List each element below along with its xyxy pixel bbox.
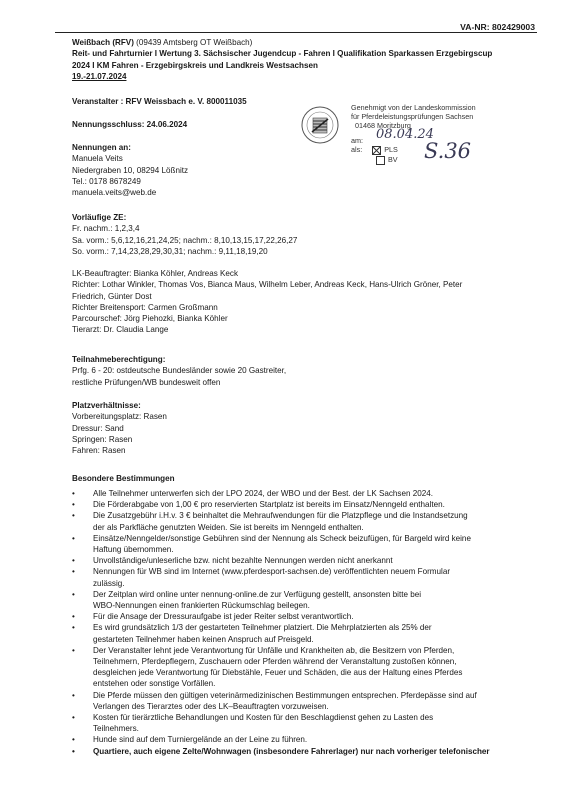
bullet-item [72,622,542,644]
personal-line: Richter Breitensport: Carmen Großmann [72,302,218,312]
bullet-dot-icon: • [72,556,75,566]
personal-line: Friedrich, Günter Dost [72,291,152,301]
zeitplan-line: Fr. nachm.: 1,2,3,4 [72,224,140,234]
bullet-line: Für die Ansage der Dressuraufgabe ist jeder Reiter selbst verantwortlich. [93,612,354,622]
platz-title: Platzverhältnisse: [72,401,141,410]
stamp-line: 01468 Moritzburg [355,121,411,131]
personal-line: Parcourschef: Jörg Piehozki, Bianka Köhler [72,314,228,324]
personal-line: Richter: Lothar Winkler, Thomas Vos, Bianca Maus, Wilhelm Leber, Andreas Keck, Hans-Ulrich Gröner, Peter [72,280,463,290]
platz-line: Dressur: Sand [72,423,124,433]
bullet-line: Die Pferde müssen den gültigen veterinärmedizinischen Bestimmungen entsprechen. Pferdepässe sind auf [93,690,477,700]
teilnahme-section [72,354,286,388]
bullet-dot-icon: • [72,511,75,521]
nennungsschluss: Nennungsschluss: 24.06.2024 [72,120,188,129]
header-rule [55,32,537,33]
bullet-line: Alle Teilnehmer unterwerfen sich der LPO 2024, der WBO und der Best. der LK Sachsen 2024. [93,489,433,498]
bullet-line: Teilnehmers. [93,724,139,734]
stamp-line: für Pferdeleistungsprüfungen Sachsen [351,112,474,122]
bullet-item [72,533,542,555]
stamp-bv-row [376,155,398,165]
event-dates: 19.-21.07.2024 [72,71,127,81]
stamp-als-row [351,145,398,155]
bullet-item [72,734,542,745]
bullet-line: Der Veranstalter lehnt jede Verantwortung für Unfälle und Krankheiten ab, die Besitzern von Pferden, [93,645,455,655]
platz-line: Fahren: Rasen [72,446,126,456]
personal-section [72,268,462,336]
bullet-item [72,645,542,690]
bullet-item [72,566,542,588]
besondere-list [72,488,542,757]
nennungen-title: Nennungen an: [72,143,131,152]
bullet-line: der als Parkfläche genutzten Weiden. Sie ist bereits im Nenngeld enthalten. [93,522,364,532]
zeitplan-section [72,212,297,257]
stamp-option-pls: PLS [384,145,398,154]
stamp-am-row [351,136,363,145]
nennungen-line: Niedergraben 10, 08294 Lößnitz [72,165,189,175]
bullet-dot-icon: • [72,589,75,599]
bullet-line: Einsätze/Nenngelder/sonstige Gebühren sind der Nennung als Scheck beizufügen, für Bargeld wird keine [93,533,471,543]
bullet-dot-icon: • [72,489,75,498]
bullet-dot-icon: • [72,567,75,577]
bullet-item [72,488,542,499]
personal-line: LK-Beauftragter: Bianka Köhler, Andreas Keck [72,269,239,278]
event-organizer-name: Weißbach (RFV) [72,38,134,47]
bullet-line: Verlangen des Tierarztes oder des LK–Beauftragten vorzuweisen. [93,701,329,711]
bullet-line: Quartiere, auch eigene Zelte/Wohnwagen (insbesondere Fahrerlager) nur nach vorheriger telefonischer [93,746,490,756]
bullet-line: WBO-Nennungen einen frankierten Rückumschlag beilegen. [93,601,310,611]
stamp-als-label: als: [351,145,363,154]
bullet-line: Die Förderabgabe von 1,00 € pro reservierten Startplatz ist bereits im Einsatz/Nenngeld enthalten. [93,500,445,510]
bullet-item [72,510,542,532]
bullet-line: Nennungen für WB sind im Internet (www.pferdesport-sachsen.de) veröffentlichten neuem Formular [93,567,451,577]
bullet-dot-icon: • [72,533,75,543]
bullet-line: zulässig. [93,578,125,588]
bullet-dot-icon: • [72,645,75,655]
bullet-line: Die Zusatzgebühr i.H.v. 3 € beinhaltet die Mehraufwendungen für die Platzpflege und die Instandsetzung [93,511,468,521]
stamp-option-bv: BV [388,155,398,164]
bullet-line: Hunde sind auf dem Turniergelände an der Leine zu führen. [93,735,308,745]
personal-line: Tierarzt: Dr. Claudia Lange [72,325,169,335]
bullet-item [72,712,542,734]
bv-checkbox-icon [376,156,385,165]
stamp-am-label: am: [351,136,363,145]
event-header [72,37,532,82]
bullet-line: Es wird grundsätzlich 1/3 der gestarteten Teilnehmer platziert. Die Mehrplatzierten als 25% der [93,623,432,633]
teilnahme-title: Teilnahmeberechtigung: [72,355,166,364]
bullet-item [72,690,542,712]
bullet-line: Haftung übernommen. [93,545,174,555]
platz-line: Springen: Rasen [72,434,133,444]
bullet-line: gestarteten Teilnehmer haben keinen Anspruch auf Preisgeld. [93,634,314,644]
bullet-dot-icon: • [72,612,75,622]
pls-checkbox-icon [372,146,381,155]
bullet-dot-icon: • [72,713,75,723]
veranstalter: Veranstalter : RFV Weissbach e. V. 800011035 [72,97,247,106]
bullet-line: Teilnehmern, Pferdepflegern, Zuschauern oder Pferden während der Veranstaltung zustoßen können, [93,657,457,667]
bullet-dot-icon: • [72,500,75,510]
nennungen-email: manuela.veits@web.de [72,188,157,198]
event-title-line2: 2024 I KM Fahren - Erzgebirgskreis und Landkreis Westsachsen [72,60,318,70]
bullet-item [72,611,542,622]
platz-line: Vorbereitungsplatz: Rasen [72,412,167,422]
zeitplan-line: So. vorm.: 7,14,23,28,29,30,31; nachm.: 9,11,18,19,20 [72,246,268,256]
bullet-dot-icon: • [72,735,75,745]
saxony-seal-icon [300,105,340,145]
bullet-line: Kosten für tierärztliche Behandlungen und Kosten für den Beschlagdienst gehen zu Lasten des [93,713,434,723]
event-location: (09439 Amtsberg OT Weißbach) [133,38,253,47]
bullet-dot-icon: • [72,690,75,700]
bullet-line: desgleichen jede Verantwortung für Diebstähle, Feuer und Schäden, die aus der Haltung eines Pferdes [93,668,463,678]
stamp-am-value: 08.04.24 [376,127,434,142]
bullet-line: Der Zeitplan wird online unter nennung-online.de zur Verfügung gestellt, ansonsten bitte bei [93,589,422,599]
zeitplan-title: Vorläufige ZE: [72,213,127,222]
event-title-line1: Reit- und Fahrturnier I Wertung 3. Sächsischer Jugendcup - Fahren I Qualifikation Sparkassen Erzgebirgscup [72,49,493,59]
teilnahme-line: Prfg. 6 - 20: ostdeutsche Bundesländer sowie 20 Gastreiter, [72,366,287,376]
bullet-item [72,499,542,510]
zeitplan-line: Sa. vorm.: 5,6,12,16,21,24,25; nachm.: 8,10,13,15,17,22,26,27 [72,235,298,245]
bullet-item [72,555,542,566]
stamp-handwritten-mark: S.36 [424,139,472,163]
bullet-item [72,746,542,757]
bullet-dot-icon: • [72,623,75,633]
nennungen-section [72,142,188,198]
va-number: VA-NR: 802429003 [460,22,535,32]
stamp-line: Genehmigt von der Landeskommission [351,103,476,112]
nennungen-line: Manuela Veits [72,154,123,164]
besondere-title: Besondere Bestimmungen [72,474,175,483]
platz-section [72,400,167,456]
bullet-line: entstehen oder sonstige Vorfällen. [93,679,216,689]
bullet-item [72,589,542,611]
nennungen-line: Tel.: 0178 8678249 [72,176,141,186]
teilnahme-line: restliche Prüfungen/WB bundesweit offen [72,377,221,387]
bullet-dot-icon: • [72,746,75,756]
bullet-line: Unvollständige/unleserliche bzw. nicht bezahlte Nennungen werden nicht anerkannt [93,556,393,566]
approval-stamp [296,101,516,171]
